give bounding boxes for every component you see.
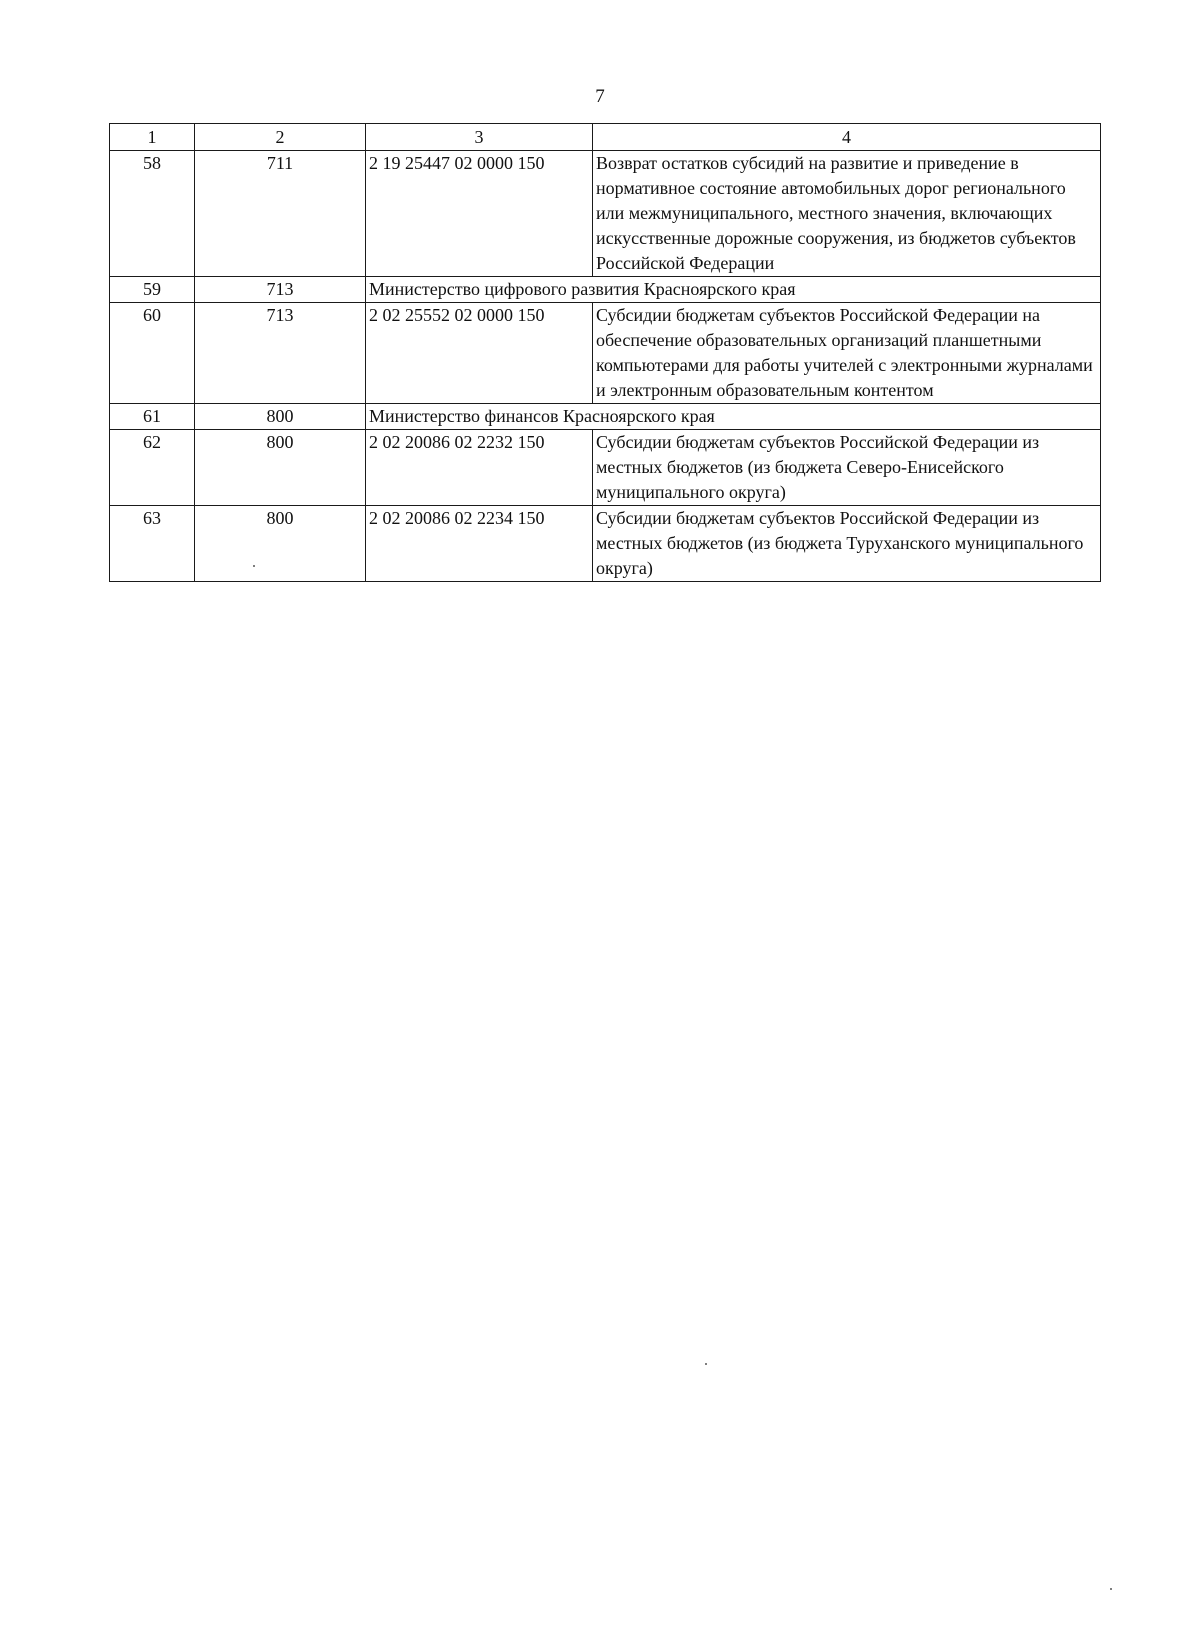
admin-code: 711 bbox=[195, 151, 366, 277]
revenue-code: 2 02 25552 02 0000 150 bbox=[366, 303, 593, 404]
header-cell-4: 4 bbox=[593, 124, 1101, 151]
ministry-name: Министерство цифрового развития Красноярского края bbox=[366, 277, 1101, 303]
revenue-description: Субсидии бюджетам субъектов Российской Федерации из местных бюджетов (из бюджета Северо-Енисейского муниципального округа) bbox=[593, 430, 1101, 506]
row-number: 62 bbox=[110, 430, 195, 506]
ministry-name: Министерство финансов Красноярского края bbox=[366, 404, 1101, 430]
revenue-description: Субсидии бюджетам субъектов Российской Федерации на обеспечение образовательных организаций планшетными компьютерами для работы учителей с электронными журналами и электронным образовательным контентом bbox=[593, 303, 1101, 404]
revenue-code: 2 02 20086 02 2232 150 bbox=[366, 430, 593, 506]
table-row bbox=[110, 430, 1101, 506]
table-row bbox=[110, 277, 1101, 303]
header-cell-1: 1 bbox=[110, 124, 195, 151]
table-row bbox=[110, 506, 1101, 582]
revenue-description: Возврат остатков субсидий на развитие и приведение в нормативное состояние автомобильных дорог регионального или межмуниципального, местного значения, включающих искусственные дорожные сооружения, из бюджетов субъектов Российской Федерации bbox=[593, 151, 1101, 277]
page-number: 7 bbox=[595, 86, 605, 107]
row-number: 58 bbox=[110, 151, 195, 277]
row-number: 61 bbox=[110, 404, 195, 430]
table-header-row bbox=[110, 124, 1101, 151]
admin-code: 800 bbox=[195, 404, 366, 430]
scan-speck bbox=[1110, 1588, 1112, 1590]
revenue-description: Субсидии бюджетам субъектов Российской Федерации из местных бюджетов (из бюджета Туруханского муниципального округа) bbox=[593, 506, 1101, 582]
budget-codes-table bbox=[109, 123, 1101, 582]
header-cell-3: 3 bbox=[366, 124, 593, 151]
row-number: 60 bbox=[110, 303, 195, 404]
admin-code: 800 bbox=[195, 430, 366, 506]
table-row bbox=[110, 303, 1101, 404]
revenue-code: 2 19 25447 02 0000 150 bbox=[366, 151, 593, 277]
row-number: 63 bbox=[110, 506, 195, 582]
admin-code: 800 bbox=[195, 506, 366, 582]
scan-speck bbox=[253, 565, 255, 567]
revenue-code: 2 02 20086 02 2234 150 bbox=[366, 506, 593, 582]
scan-speck bbox=[705, 1363, 707, 1365]
table-row bbox=[110, 151, 1101, 277]
row-number: 59 bbox=[110, 277, 195, 303]
table-row bbox=[110, 404, 1101, 430]
header-cell-2: 2 bbox=[195, 124, 366, 151]
admin-code: 713 bbox=[195, 303, 366, 404]
admin-code: 713 bbox=[195, 277, 366, 303]
